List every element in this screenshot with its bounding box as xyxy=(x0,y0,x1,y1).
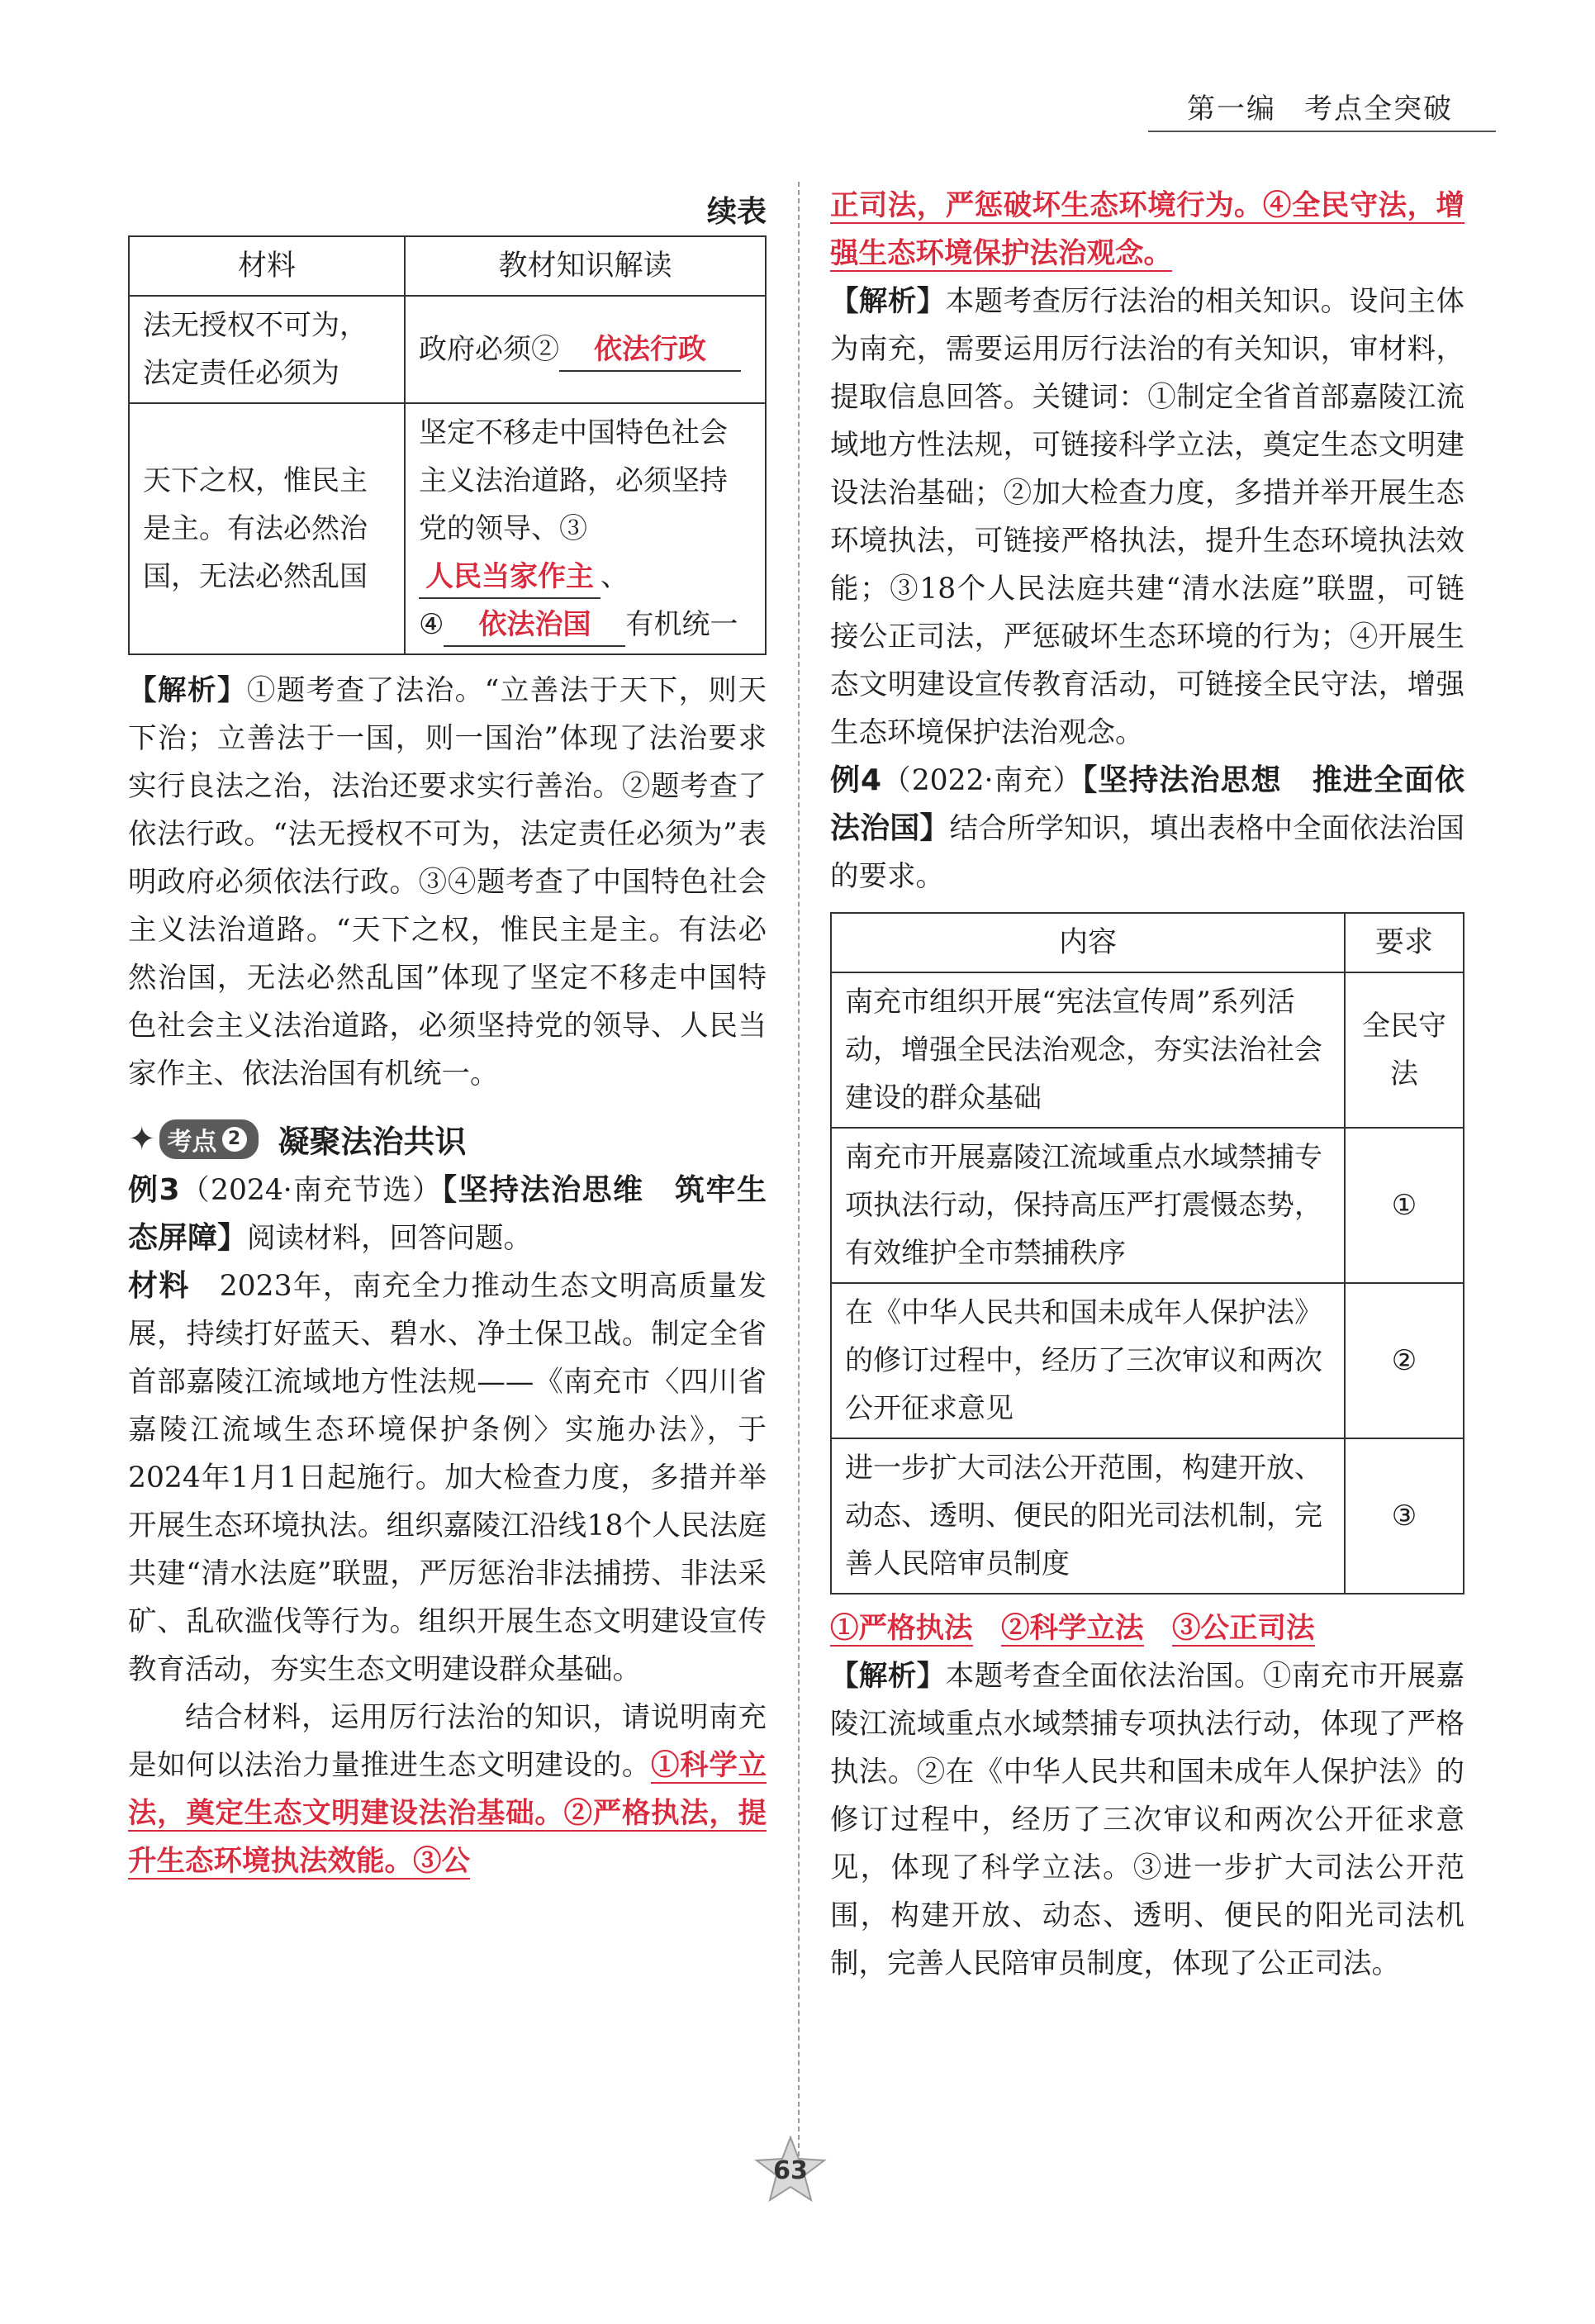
table-row xyxy=(129,403,766,654)
answer-blank xyxy=(419,556,600,599)
answer-text: 人民当家作主 xyxy=(425,560,594,593)
table-header-requirement: 要求 xyxy=(1345,913,1464,972)
example-instruction: 结合所学知识，填出表格中全面依法治国的要求。 xyxy=(830,812,1464,893)
running-head xyxy=(1187,86,1453,126)
answer-blank xyxy=(444,604,625,647)
table-row xyxy=(831,972,1464,1128)
example-heading xyxy=(128,1167,767,1262)
content-cell: 在《中华人民共和国未成年人保护法》的修订过程中，经历了三次审议和两次公开征求意见 xyxy=(831,1283,1345,1438)
analysis-label: 【解析】 xyxy=(830,285,946,318)
header-rule xyxy=(1148,131,1496,132)
analysis-paragraph xyxy=(830,1652,1464,1988)
requirement-cell: ① xyxy=(1345,1128,1464,1283)
analysis-label: 【解析】 xyxy=(830,1660,946,1693)
table-header-content: 内容 xyxy=(831,913,1345,972)
answer-text: ②科学立法 xyxy=(1001,1612,1144,1645)
page-number-badge xyxy=(753,2136,828,2202)
badge-label: 考点 xyxy=(167,1127,217,1157)
continued-label: 续表 xyxy=(706,195,767,229)
answer-blank xyxy=(559,329,741,372)
example-source: （2024·南充节选） xyxy=(179,1174,443,1207)
left-column xyxy=(128,182,767,1885)
requirement-cell: ③ xyxy=(1345,1438,1464,1594)
material-cell: 法无授权不可为，法定责任必须为 xyxy=(129,296,405,403)
cell-text: 坚定不移走中国特色社会主义法治道路，必须坚持党的领导、 xyxy=(419,416,728,545)
table-row xyxy=(831,1438,1464,1594)
example-instruction: 阅读材料，回答问题。 xyxy=(247,1222,533,1255)
table-row xyxy=(831,1128,1464,1283)
cell-text: 政府必须② xyxy=(419,333,559,366)
example-title: 【坚持法治思维 筑牢生态屏障】 xyxy=(128,1173,767,1255)
material-text: 2023年，南充全力推动生态文明高质量发展，持续打好蓝天、碧水、净土保卫战。制定全省首部嘉陵江流域地方性法规——《南充市〈四川省嘉陵江流域生态环境保护条例〉实施办法》，于2024年1月1日起施行。加大检查力度，多措并举开展生态环境执法。组织嘉陵江沿线18个人民法庭共建“清水法庭”联盟，严厉惩治非法捕捞、非法采矿、乱砍滥伐等行为。组织开展生态文明建设宣传教育活动，夯实生态文明建设群众基础。 xyxy=(128,1270,767,1686)
column-divider xyxy=(798,182,800,2165)
answer-continuation xyxy=(830,182,1464,278)
section-heading xyxy=(128,1116,767,1162)
example-label: 例3 xyxy=(128,1173,180,1207)
right-column xyxy=(830,182,1464,1988)
material-label: 材料 xyxy=(128,1269,190,1303)
analysis-paragraph xyxy=(128,667,767,1098)
table-header-row xyxy=(129,236,766,296)
example-heading xyxy=(830,757,1464,901)
analysis-text: 本题考查厉行法治的相关知识。设问主体为南充，需要运用厉行法治的有关知识，审材料，提取信息回答。关键词：①制定全省首部嘉陵江流域地方性法规，可链接科学立法，奠定生态文明建设法治基础；②加大检查力度，多措并举开展生态环境执法，可链接严格执法，提升生态环境执法效能；③18个人民法庭共建“清水法庭”联盟，可链接公正司法，严惩破坏生态环境的行为；④开展生态文明建设宣传教育活动，可链接全民守法，增强生态环境保护法治观念。 xyxy=(830,285,1465,749)
cell-punct: 、 xyxy=(600,560,629,593)
analysis-text: ①题考查了法治。“立善法于天下，则天下治；立善法于一国，则一国治”体现了法治要求实行良法之治，法治还要求实行善治。②题考查了依法行政。“法无授权不可为，法定责任必须为”表明政府必须依法行政。③④题考查了中国特色社会主义法治道路。“天下之权，惟民主是主。有法必然治国，无法必然乱国”体现了坚定不移走中国特色社会主义法治道路，必须坚持党的领导、人民当家作主、依法治国有机统一。 xyxy=(128,674,767,1091)
requirement-table xyxy=(830,912,1464,1594)
example-source: （2022·南充） xyxy=(881,764,1083,797)
answer-paragraph xyxy=(830,1604,1464,1652)
table-row xyxy=(129,296,766,403)
requirement-cell: ② xyxy=(1345,1283,1464,1438)
answer-text: ①科学立法，奠定生态文明建设法治基础。②严格执法，提升生态环境执法效能。③公 xyxy=(128,1749,767,1878)
content-cell: 南充市组织开展“宪法宣传周”系列活动，增强全民法治观念，夯实法治社会建设的群众基础 xyxy=(831,972,1345,1128)
answer-text: 正司法，严惩破坏生态环境行为。④全民守法，增强生态环境保护法治观念。 xyxy=(830,189,1464,270)
question-text: 结合材料，运用厉行法治的知识，请说明南充是如何以法治力量推进生态文明建设的。 xyxy=(128,1701,767,1782)
material-paragraph xyxy=(128,1262,767,1694)
answer-text: ③公正司法 xyxy=(1172,1612,1315,1645)
answer-text: ①严格执法 xyxy=(830,1612,973,1645)
knowledge-table xyxy=(128,235,767,655)
answer-text: 依法行政 xyxy=(594,333,706,366)
blank-number: ④ xyxy=(419,608,444,641)
analysis-label: 【解析】 xyxy=(128,674,247,707)
interpretation-cell xyxy=(405,403,766,654)
question-paragraph xyxy=(128,1694,767,1885)
example-label: 例4 xyxy=(830,763,882,797)
table-header-material: 材料 xyxy=(129,236,405,296)
star-icon: ✦ xyxy=(128,1119,156,1158)
example-title: 【坚持法治思想 推进全面依法治国】 xyxy=(830,763,1464,845)
section-title: 凝聚法治共识 xyxy=(278,1124,467,1160)
analysis-paragraph xyxy=(830,278,1464,757)
analysis-text: 本题考查全面依法治国。①南充市开展嘉陵江流域重点水域禁捕专项执法行动，体现了严格执法。②在《中华人民共和国未成年人保护法》的修订过程中，经历了三次审议和两次公开征求意见，体现了科学立法。③进一步扩大司法公开范围，构建开放、动态、透明、便民的阳光司法机制，完善人民陪审员制度，体现了公正司法。 xyxy=(830,1660,1465,1980)
content-cell: 南充市开展嘉陵江流域重点水域禁捕专项执法行动，保持高压严打震慑态势，有效维护全市禁捕秩序 xyxy=(831,1128,1345,1283)
badge-number: 2 xyxy=(222,1127,247,1152)
blank-number: ③ xyxy=(559,512,587,545)
material-cell: 天下之权，惟民主是主。有法必然治国，无法必然乱国 xyxy=(129,403,405,654)
table-header-interpretation: 教材知识解读 xyxy=(405,236,766,296)
part-label: 第一编 xyxy=(1187,93,1276,126)
requirement-cell: 全民守法 xyxy=(1345,972,1464,1128)
page-number: 63 xyxy=(773,2156,808,2185)
interpretation-cell xyxy=(405,296,766,403)
content-cell: 进一步扩大司法公开范围，构建开放、动态、透明、便民的阳光司法机制，完善人民陪审员制度 xyxy=(831,1438,1345,1594)
section-label: 考点全突破 xyxy=(1304,93,1453,126)
table-header-row xyxy=(831,913,1464,972)
section-badge xyxy=(159,1119,259,1159)
cell-text: 有机统一 xyxy=(625,608,738,641)
answer-text: 依法治国 xyxy=(478,608,591,641)
table-row xyxy=(831,1283,1464,1438)
page-header xyxy=(0,0,1595,140)
